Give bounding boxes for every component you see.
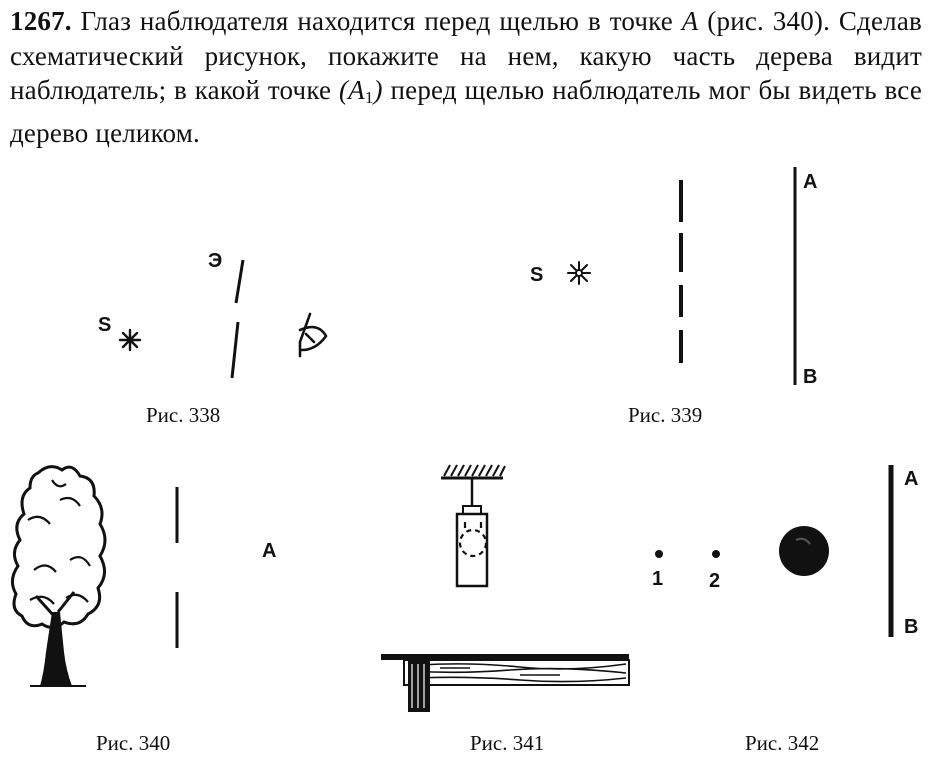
fig338-caption: Рис. 338 [146, 403, 221, 427]
problem-number: 1267. [10, 6, 72, 36]
point-a-label: A [681, 6, 699, 36]
fig342-point-2 [712, 550, 720, 558]
fig342-point1-label: 1 [652, 568, 664, 590]
fig339-caption: Рис. 339 [628, 403, 703, 427]
fig342-point2-label: 2 [709, 570, 721, 592]
fig342-top-label: A [904, 468, 919, 490]
fig338-screen-lower [232, 322, 238, 378]
point-a1-close: ) [373, 75, 383, 105]
point-a1-subscript: 1 [364, 88, 374, 107]
tree-icon [12, 467, 105, 686]
fig340-caption: Рис. 340 [96, 731, 171, 755]
fig342-caption: Рис. 342 [745, 731, 820, 755]
figure-338 [98, 250, 326, 427]
fig339-bottom-label: B [803, 366, 818, 388]
fig339-source-label: S [530, 264, 544, 286]
fig339-top-label: A [803, 171, 818, 193]
fig338-star-icon [120, 330, 140, 350]
figure-342 [652, 465, 918, 755]
fig340-point-label: A [262, 540, 277, 562]
fig338-screen-upper [236, 260, 243, 303]
ceiling-hatch [441, 465, 505, 478]
fig341-caption: Рис. 341 [470, 731, 545, 755]
fig342-ball [779, 526, 829, 576]
problem-text-part-3: перед щелью наблюдатель мог бы видеть все дерево целиком. [10, 75, 922, 148]
point-a1-letter: (A [338, 75, 365, 105]
fig342-point-1 [655, 550, 663, 558]
fig338-eye-icon [300, 314, 326, 356]
lamp-shade [457, 514, 487, 586]
figure-339 [530, 167, 817, 427]
figure-341 [381, 465, 629, 755]
table [381, 654, 629, 712]
fig338-screen-label: Э [208, 250, 223, 272]
fig339-star-icon [568, 262, 590, 284]
problem-text-part-1: Глаз наблюдателя находится перед щелью в точке [71, 6, 682, 36]
fig338-source-label: S [98, 314, 112, 336]
figure-340 [12, 467, 276, 755]
problem-text-part-2: (рис. 340). Сделав схематический рисунок, покажите на нем, какую часть дерева видит наблюдатель; в какой точке [10, 6, 922, 105]
fig342-bottom-label: B [904, 616, 919, 638]
